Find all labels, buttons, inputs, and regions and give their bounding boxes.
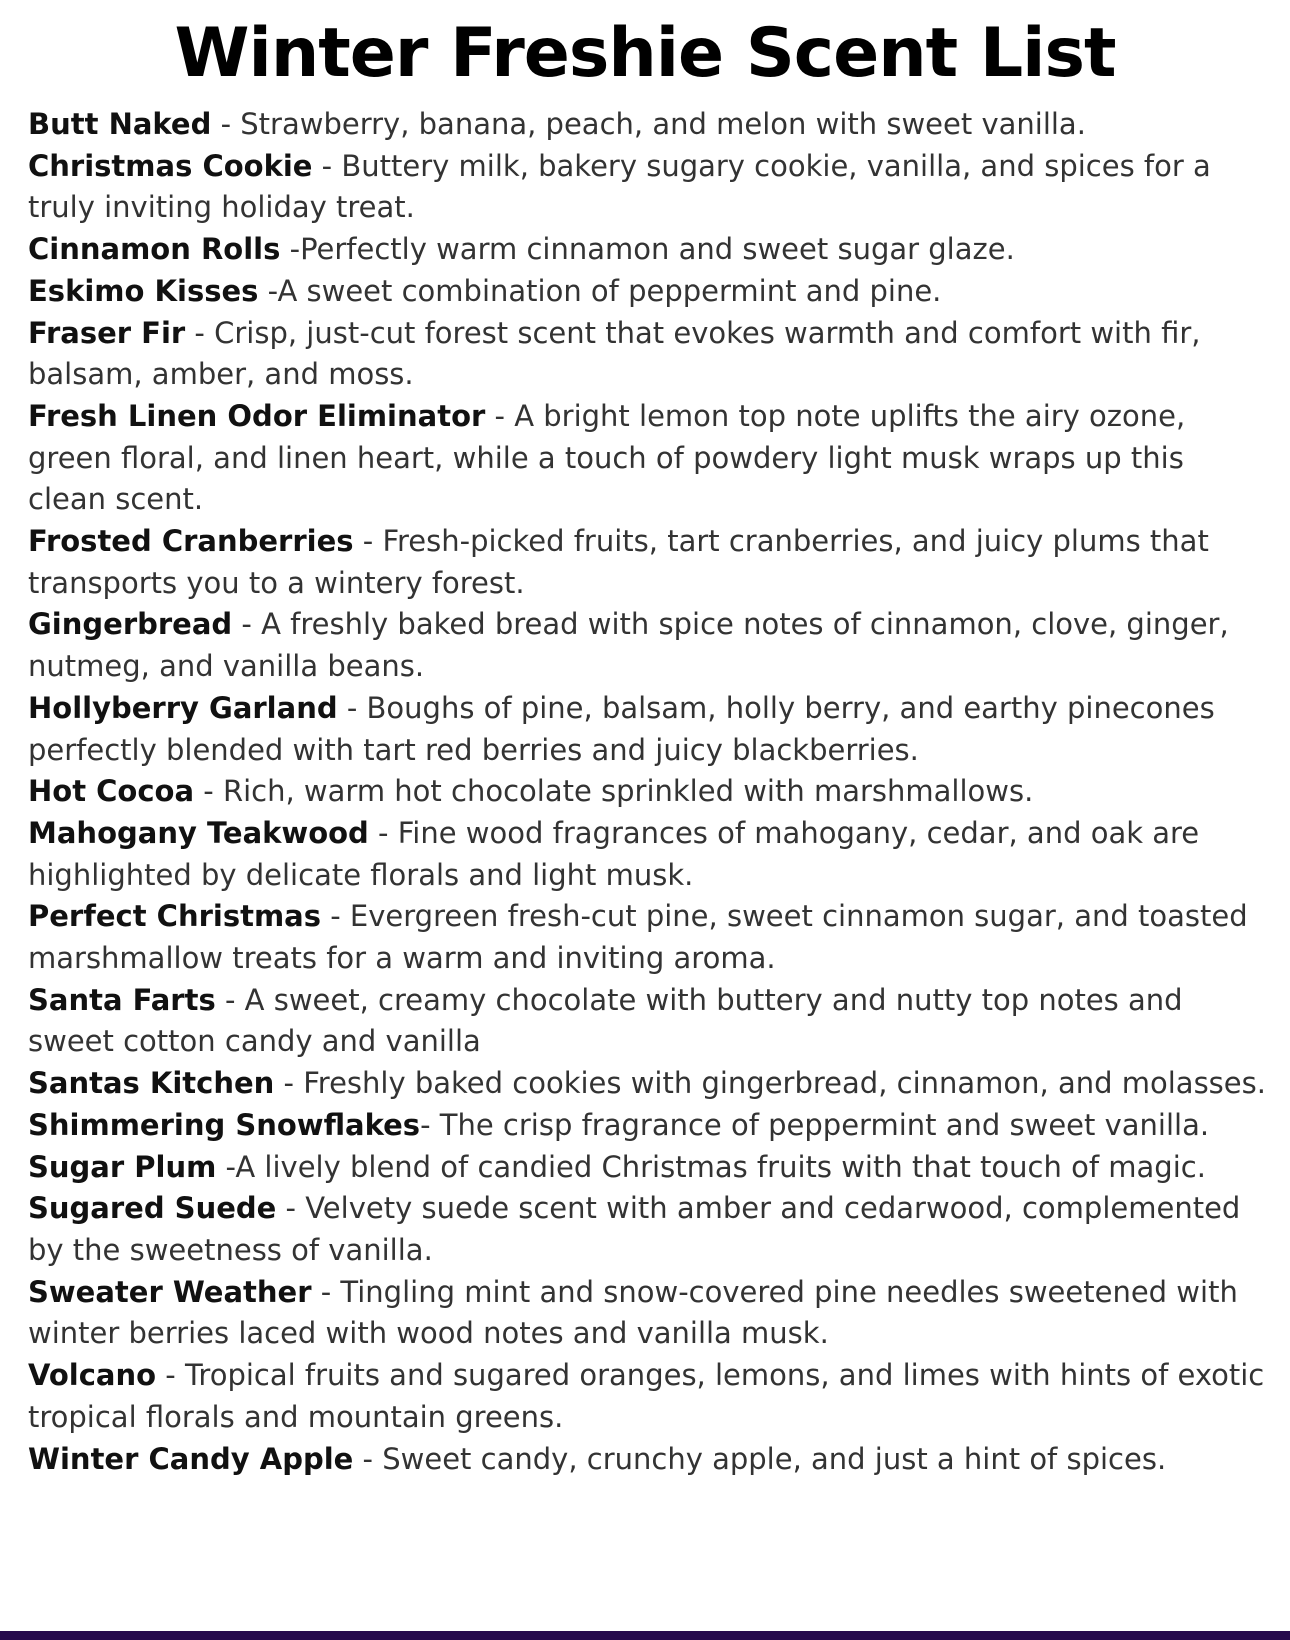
scent-name: Gingerbread bbox=[28, 607, 233, 642]
scent-item bbox=[28, 104, 1266, 146]
scent-description: Crisp, just-cut forest scent that evokes warmth and comfort with fir, balsam, amber, and moss. bbox=[28, 315, 1210, 392]
scent-description: A sweet, creamy chocolate with buttery and nutty top notes and sweet cotton candy and vanilla bbox=[28, 982, 1192, 1059]
scent-separator: - bbox=[311, 1274, 341, 1309]
scent-name: Eskimo Kisses bbox=[28, 273, 259, 308]
scent-item bbox=[28, 771, 1266, 813]
scent-description: Boughs of pine, balsam, holly berry, and earthy pinecones perfectly blended with tart red berries and juicy blackberries. bbox=[28, 690, 1224, 767]
scent-separator: - bbox=[312, 148, 342, 183]
scent-separator: - bbox=[185, 315, 215, 350]
scent-item bbox=[28, 1188, 1266, 1271]
scent-description: Rich, warm hot chocolate sprinkled with marshmallows. bbox=[222, 774, 1034, 809]
scent-name: Winter Candy Apple bbox=[28, 1441, 354, 1476]
scent-separator: - bbox=[420, 1107, 440, 1142]
scent-item bbox=[28, 146, 1266, 229]
scent-name: Frosted Cranberries bbox=[28, 524, 354, 559]
scent-item bbox=[28, 521, 1266, 604]
scent-separator: - bbox=[232, 607, 262, 642]
scent-description: Freshly baked cookies with gingerbread, cinnamon, and molasses. bbox=[303, 1066, 1266, 1101]
scent-separator: - bbox=[321, 899, 350, 934]
page-title: Winter Freshie Scent List bbox=[174, 14, 1116, 93]
scent-item bbox=[28, 1147, 1266, 1189]
scent-name: Butt Naked bbox=[28, 107, 212, 141]
scent-name: Sugar Plum bbox=[28, 1149, 217, 1184]
scent-name: Mahogany Teakwood bbox=[28, 815, 369, 850]
scent-description: A freshly baked bread with spice notes of cinnamon, clove, ginger, nutmeg, and vanilla beans. bbox=[28, 607, 1238, 684]
scent-separator: - bbox=[274, 1066, 304, 1101]
scent-separator: - bbox=[211, 107, 241, 141]
scent-item bbox=[28, 813, 1266, 896]
scent-name: Christmas Cookie bbox=[28, 148, 313, 183]
scent-description: Strawberry, banana, peach, and melon with sweet vanilla. bbox=[240, 107, 1086, 141]
scent-item bbox=[28, 980, 1266, 1063]
scent-description: Perfectly warm cinnamon and sweet sugar glaze. bbox=[300, 232, 1015, 267]
scent-item bbox=[28, 1355, 1274, 1438]
scent-separator: - bbox=[368, 815, 398, 850]
footer-accent-bar bbox=[0, 1631, 1290, 1640]
scent-name: Sweater Weather bbox=[28, 1274, 312, 1309]
scent-list bbox=[28, 104, 1274, 1480]
scent-description: Buttery milk, bakery sugary cookie, vanilla, and spices for a truly inviting holiday treat. bbox=[28, 148, 1220, 225]
scent-description: The crisp fragrance of peppermint and sweet vanilla. bbox=[439, 1107, 1210, 1142]
scent-name: Santas Kitchen bbox=[28, 1066, 275, 1101]
scent-separator: - bbox=[353, 524, 383, 559]
scent-name: Hot Cocoa bbox=[28, 774, 195, 809]
scent-name: Cinnamon Rolls bbox=[28, 232, 281, 267]
scent-item bbox=[28, 896, 1266, 979]
scent-description: Tingling mint and snow-covered pine needles sweetened with winter berries laced with wood notes and vanilla musk. bbox=[28, 1274, 1248, 1351]
scent-name: Shimmering Snowflakes bbox=[28, 1107, 421, 1142]
scent-name: Hollyberry Garland bbox=[28, 690, 338, 725]
scent-item bbox=[28, 1105, 1266, 1147]
scent-separator: - bbox=[280, 232, 301, 267]
scent-name: Fraser Fir bbox=[28, 315, 186, 350]
scent-name: Perfect Christmas bbox=[28, 899, 322, 934]
scent-description: Velvety suede scent with amber and cedarwood, complemented by the sweetness of vanilla. bbox=[28, 1191, 1250, 1267]
scent-item bbox=[28, 271, 1266, 313]
scent-item bbox=[28, 1272, 1266, 1355]
scent-separator: - bbox=[485, 398, 515, 433]
scent-name: Volcano bbox=[28, 1358, 157, 1393]
scent-description: Sweet candy, crunchy apple, and just a hint of spices. bbox=[382, 1441, 1167, 1476]
scent-item bbox=[28, 688, 1266, 771]
scent-item bbox=[28, 1063, 1266, 1105]
scent-separator: - bbox=[194, 774, 223, 809]
scent-separator: - bbox=[276, 1191, 306, 1226]
scent-description: Fine wood fragrances of mahogany, cedar, and oak are highlighted by delicate florals and light musk. bbox=[28, 815, 1209, 892]
scent-description: A bright lemon top note uplifts the airy ozone, green floral, and linen heart, while a touch of powdery light musk wraps up this clean scent. bbox=[28, 398, 1195, 517]
scent-item bbox=[28, 229, 1266, 271]
scent-item bbox=[28, 604, 1266, 687]
scent-description: A lively blend of candied Christmas fruits with that touch of magic. bbox=[235, 1149, 1206, 1184]
scent-description: Fresh-picked fruits, tart cranberries, and juicy plums that transports you to a wintery forest. bbox=[28, 524, 1219, 600]
scent-separator: - bbox=[353, 1441, 383, 1476]
scent-name: Santa Farts bbox=[28, 982, 216, 1017]
scent-separator: - bbox=[215, 982, 245, 1017]
scent-separator: - bbox=[216, 1149, 236, 1184]
scent-separator: - bbox=[156, 1358, 185, 1393]
scent-description: Tropical fruits and sugared oranges, lemons, and limes with hints of exotic tropical florals and mountain greens. bbox=[28, 1358, 1274, 1434]
scent-item bbox=[28, 313, 1266, 396]
scent-name: Sugared Suede bbox=[28, 1191, 277, 1226]
scent-description: Evergreen fresh-cut pine, sweet cinnamon sugar, and toasted marshmallow treats for a warm and inviting aroma. bbox=[28, 899, 1257, 976]
scent-name: Fresh Linen Odor Eliminator bbox=[28, 398, 486, 433]
scent-separator: - bbox=[337, 690, 367, 725]
scent-separator: - bbox=[258, 273, 278, 308]
scent-description: A sweet combination of peppermint and pine. bbox=[277, 273, 942, 308]
scent-item bbox=[28, 1439, 1266, 1481]
scent-item bbox=[28, 396, 1266, 521]
